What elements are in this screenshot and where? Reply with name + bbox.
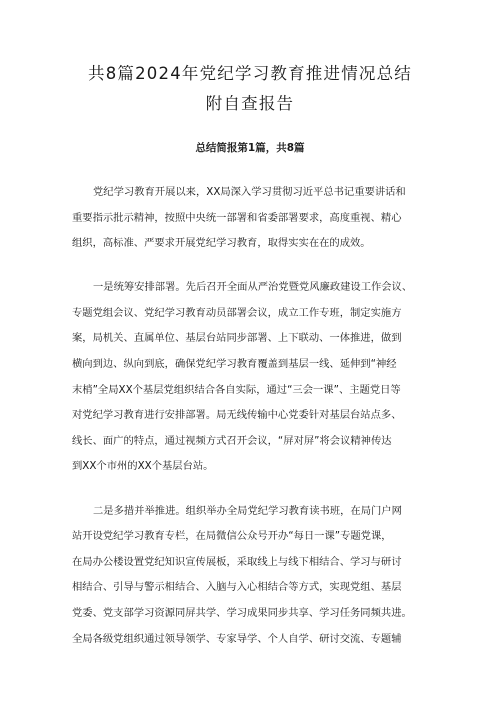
paragraph-intro <box>72 180 432 257</box>
paragraph-line: 线长、面广的特点，通过视频方式召开会议，“屏对屏”将会议精神传达 <box>72 434 392 447</box>
document-subtitle: 总结简报第1篇，共8篇 <box>195 142 305 154</box>
paragraph-deployment <box>72 275 432 480</box>
paragraph-line: 组织，高标准、严要求开展党纪学习教育，取得实实在在的成效。 <box>72 237 371 250</box>
document-body <box>72 180 432 671</box>
paragraph-line: 重要指示批示精神，按照中央统一部署和省委部署要求，高度重视、精心 <box>72 211 402 224</box>
document-title-line-1: 共8篇2024年党纪学习教育推进情况总结 <box>88 64 412 83</box>
paragraph-line: 末梢”全局XX个基层党组织结合各自实际，通过“三会一课”、主题党日等 <box>72 383 401 396</box>
paragraph-line: 一是统筹安排部署。先后召开全面从严治党暨党风廉政建设工作会议、 <box>93 281 413 294</box>
paragraph-line: 在局办公楼设置党纪知识宣传展板，采取线上与线下相结合、学习与研讨 <box>72 555 402 568</box>
paragraph-line: 案，局机关、直属单位、基层台站同步部署、上下联动、一体推进，做到 <box>72 332 402 345</box>
paragraph-line: 相结合、引导与警示相结合、入脑与入心相结合等方式，实现党组、基层 <box>72 581 402 594</box>
paragraph-line: 专题党组会议、党纪学习教育动员部署会议，成立工作专班，制定实施方 <box>72 306 402 319</box>
paragraph-measures <box>72 499 432 653</box>
paragraph-line: 横向到边、纵向到底，确保党纪学习教育覆盖到基层一线、延伸到“神经 <box>72 358 397 371</box>
paragraph-line: 二是多措并举推进。组织举办全局党纪学习教育读书班，在局门户网 <box>93 504 402 517</box>
paragraph-line: 到XX个市州的XX个基层台站。 <box>72 460 214 473</box>
paragraph-line: 全局各级党组织通过领导领学、专家导学、个人自学、研讨交流、专题辅 <box>72 632 402 645</box>
paragraph-line: 对党纪学习教育进行安排部署。局无线传输中心党委针对基层台站点多、 <box>72 409 402 422</box>
paragraph-line: 站开设党纪学习教育专栏，在局微信公众号开办“每日一课”专题党课， <box>72 530 392 543</box>
paragraph-line: 党委、党支部学习资源同屏共学、学习成果同步共享、学习任务同频共进。 <box>72 606 412 619</box>
document-title-line-2: 附自查报告 <box>205 94 295 113</box>
paragraph-line: 党纪学习教育开展以来，XX局深入学习贯彻习近平总书记重要讲话和 <box>93 186 406 198</box>
